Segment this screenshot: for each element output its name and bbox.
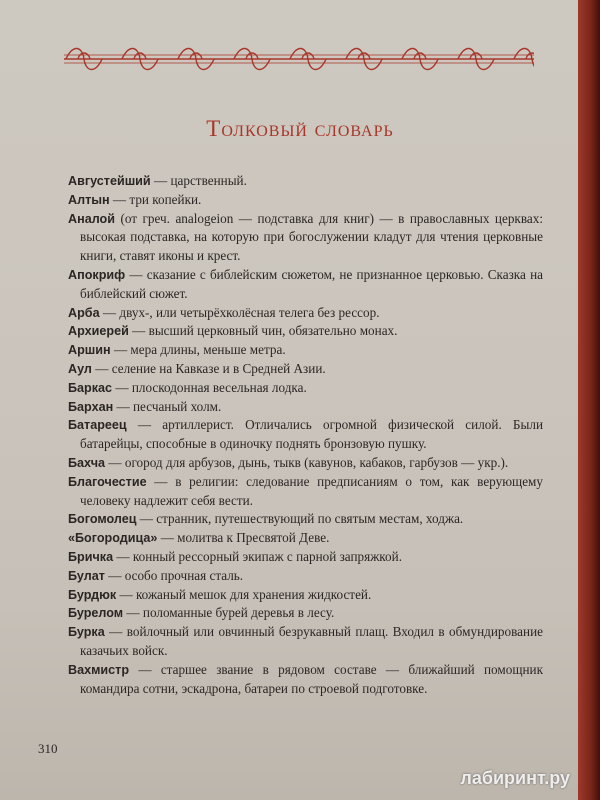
glossary-entry: [68, 172, 543, 191]
entry-definition: — конный рессорный экипаж с парной запряжкой.: [113, 548, 402, 564]
entry-definition: — старшее звание в рядовом составе — ближайший помощник командира сотни, эскадрона, батареи по строевой подготовке.: [80, 661, 543, 696]
glossary-entry: [68, 586, 543, 605]
glossary-entry: [68, 398, 543, 417]
entry-definition: — сказание с библейским сюжетом, не признанное церковью. Сказка на библейский сюжет.: [80, 266, 543, 301]
entry-term: Архиерей: [68, 324, 129, 339]
entry-definition: — поломанные бурей деревья в лесу.: [123, 605, 335, 621]
glossary-list: [68, 172, 543, 698]
glossary-entry: [68, 360, 543, 379]
entry-definition: — двух-, или четырёхколёсная телега без рессор.: [99, 304, 380, 320]
entry-definition: — войлочный или овчинный безрукавный плащ. Входил в обмундирование казачьих войск.: [80, 624, 543, 658]
entry-term: Булат: [68, 568, 105, 583]
entry-definition: — особо прочная сталь.: [104, 567, 244, 583]
entry-term: Благочестие: [68, 474, 147, 489]
glossary-entry: [68, 341, 543, 360]
entry-definition: — странник, путешествующий по святым местам, ходжа.: [136, 511, 464, 527]
entry-term: Богомолец: [68, 512, 137, 527]
ornament-border: [64, 42, 534, 76]
entry-definition: — в религии: следование предписаниям о том, как верующему человеку надлежит себя вести.: [80, 473, 543, 508]
entry-definition: — плоскодонная весельная лодка.: [112, 379, 307, 395]
glossary-entry: [68, 304, 543, 323]
entry-definition: (от греч. analogeion — подставка для книг) — в православных церквах: высокая подставка, на которую при богослужении кладут для чтения церковные книги, ставят иконы и крест.: [80, 210, 543, 264]
entry-term: «Богородица»: [68, 531, 158, 546]
entry-definition: — песчаный холм.: [113, 398, 222, 414]
entry-term: Баркас: [68, 380, 113, 395]
entry-term: Бурелом: [68, 606, 124, 621]
entry-definition: — молитва к Пресвятой Деве.: [157, 530, 330, 546]
entry-term: Августейший: [68, 174, 151, 188]
page-number: 310: [38, 741, 58, 756]
entry-term: Вахмистр: [68, 662, 130, 677]
entry-definition: — высший церковный чин, обязательно монах.: [128, 323, 398, 339]
entry-term: Аршин: [68, 343, 111, 358]
glossary-entry: [68, 529, 543, 548]
entry-definition: — артиллерист. Отличались огромной физической силой. Были батарейцы, способные в одиночку поднять бронзовую пушку.: [80, 417, 543, 452]
page-title: Толковый словарь: [206, 116, 394, 141]
glossary-entry: [68, 473, 543, 511]
entry-term: Аул: [68, 361, 92, 376]
glossary-entry: [68, 322, 543, 341]
glossary-entry: [68, 210, 543, 266]
entry-term: Алтын: [68, 192, 110, 207]
entry-definition: — кожаный мешок для хранения жидкостей.: [116, 586, 372, 602]
glossary-entry: [68, 623, 543, 661]
glossary-entry: [68, 567, 543, 586]
entry-term: Аналой: [68, 211, 115, 226]
entry-definition: — три копейки.: [109, 191, 202, 207]
glossary-entry: [68, 454, 543, 473]
entry-term: Бахча: [68, 455, 106, 470]
entry-term: Бурка: [68, 625, 105, 640]
entry-definition: — мера длины, меньше метра.: [110, 342, 286, 358]
entry-term: Бархан: [68, 399, 114, 414]
entry-term: Бричка: [68, 549, 114, 564]
glossary-entry: [68, 661, 543, 699]
entry-definition: — огород для арбузов, дынь, тыкв (кавунов, кабаков, гарбузов — укр.).: [105, 454, 509, 470]
entry-term: Арба: [68, 305, 100, 320]
glossary-entry: [68, 379, 543, 398]
entry-definition: — селение на Кавказе и в Средней Азии.: [91, 360, 326, 376]
glossary-entry: [68, 604, 543, 623]
entry-term: Бурдюк: [68, 587, 117, 602]
glossary-entry: [68, 266, 543, 304]
glossary-entry: [68, 191, 543, 210]
glossary-entry: [68, 510, 543, 529]
entry-term: Батареец: [68, 418, 127, 433]
watermark-logo: лабиринт.ру: [460, 768, 570, 788]
entry-term: Апокриф: [68, 267, 126, 282]
glossary-entry: [68, 548, 543, 567]
entry-definition: — царственный.: [150, 173, 247, 188]
glossary-entry: [68, 416, 543, 454]
